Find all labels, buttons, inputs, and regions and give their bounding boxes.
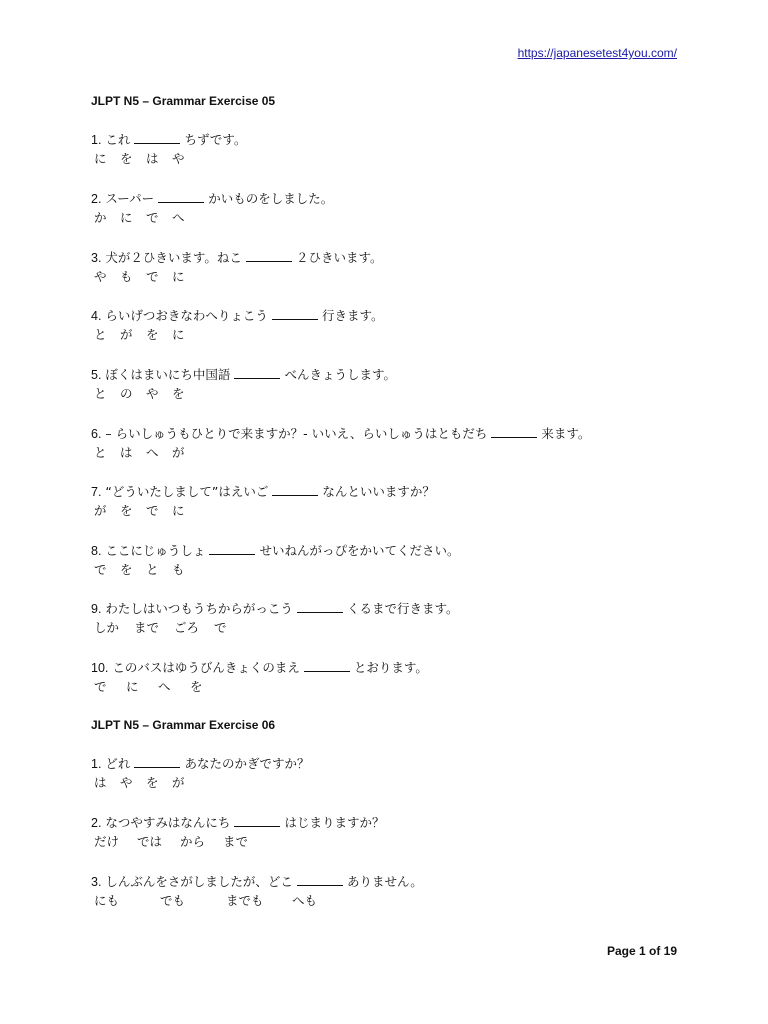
options-row <box>91 678 691 696</box>
question-06-2 <box>91 814 691 851</box>
option: を <box>190 679 203 694</box>
options-row <box>91 268 691 286</box>
option: にも <box>94 893 120 908</box>
option: で <box>94 679 107 694</box>
question-text-before: しんぶんをさがしましたが、どこ <box>105 874 293 889</box>
question-number: 1. <box>91 133 102 147</box>
option: を <box>146 327 159 342</box>
options-row <box>91 833 691 851</box>
option: と <box>94 445 107 460</box>
option: は <box>146 151 159 166</box>
answer-blank <box>134 131 180 144</box>
option: と <box>94 386 107 401</box>
question-text-after: ちずです。 <box>184 132 247 147</box>
option: に <box>94 151 107 166</box>
question-text-before: スーパー <box>105 191 155 206</box>
options-row <box>91 326 691 344</box>
question-05-3 <box>91 249 691 286</box>
answer-blank <box>134 755 180 768</box>
section-title-exercise-05: JLPT N5 – Grammar Exercise 05 <box>91 94 276 108</box>
option: で <box>146 210 159 225</box>
option: に <box>172 269 185 284</box>
option: まで <box>134 620 160 635</box>
option: を <box>120 151 133 166</box>
question-number: 5. <box>91 368 102 382</box>
option: へ <box>172 210 185 225</box>
question-text-after: せいねんがっぴをかいてください。 <box>259 543 460 558</box>
question-text-before: 犬が２ひきいます。ねこ <box>105 250 242 265</box>
answer-blank <box>272 483 318 496</box>
question-text-before: “どういたしまして”はえいご <box>105 484 269 499</box>
question-text-after: ２ひきいます。 <box>295 250 383 265</box>
question-text-after: くるまで行きます。 <box>346 601 459 616</box>
question-number: 8. <box>91 544 102 558</box>
answer-blank <box>246 249 292 262</box>
option: で <box>146 503 159 518</box>
question-text-before: なつやすみはなんにち <box>105 815 231 830</box>
question-05-10 <box>91 659 691 696</box>
option: に <box>172 503 185 518</box>
answer-blank <box>297 873 343 886</box>
answer-blank <box>304 659 350 672</box>
question-number: 10. <box>91 661 109 675</box>
question-05-4 <box>91 307 691 344</box>
question-text-before: わたしはいつもうちからがっこう <box>105 601 293 616</box>
question-text-before: このバスはゆうびんきょくのまえ <box>112 660 300 675</box>
option: へも <box>292 893 318 908</box>
question-text-after: なんといいますか？ <box>322 484 435 499</box>
question-text-after: とおります。 <box>353 660 428 675</box>
option: しか <box>94 620 120 635</box>
option: だけ <box>94 834 120 849</box>
options-row <box>91 385 691 403</box>
option: で <box>214 620 227 635</box>
option: か <box>94 210 107 225</box>
options-row <box>91 502 691 520</box>
question-number: 6. <box>91 427 102 441</box>
question-number: 7. <box>91 485 102 499</box>
option: や <box>172 151 185 166</box>
question-text-before: これ <box>105 132 131 147</box>
option: を <box>172 386 185 401</box>
option: も <box>120 269 133 284</box>
question-number: 1. <box>91 757 102 771</box>
question-06-3 <box>91 873 691 910</box>
page-number: Page 1 of 19 <box>606 944 677 958</box>
question-text-after: かいものをしました。 <box>208 191 334 206</box>
option: でも <box>160 893 186 908</box>
option: は <box>94 775 107 790</box>
option: は <box>120 445 133 460</box>
answer-blank <box>297 600 343 613</box>
answer-blank <box>234 366 280 379</box>
question-text-after: はじまりますか？ <box>284 815 385 830</box>
question-text-after: べんきょうします。 <box>284 367 396 382</box>
question-05-8 <box>91 542 691 579</box>
option: までも <box>226 893 264 908</box>
answer-blank <box>272 307 318 320</box>
question-text-before: らいげつおきなわへりょこう <box>105 308 268 323</box>
question-number: 4. <box>91 309 102 323</box>
option: も <box>172 562 185 577</box>
question-05-5 <box>91 366 691 403</box>
question-05-7 <box>91 483 691 520</box>
options-row <box>91 444 691 462</box>
option: へ <box>158 679 171 694</box>
question-text-after: 来ます。 <box>541 426 591 441</box>
options-row <box>91 150 691 168</box>
question-text-before: どれ <box>105 756 131 771</box>
options-row <box>91 209 691 227</box>
option: や <box>146 386 159 401</box>
answer-blank <box>491 425 537 438</box>
option: で <box>146 269 159 284</box>
question-number: 3. <box>91 251 102 265</box>
option: の <box>120 386 133 401</box>
question-text-before: ぼくはまいにち中国語 <box>105 367 231 382</box>
options-row <box>91 561 691 579</box>
option: を <box>120 562 133 577</box>
question-05-1 <box>91 131 691 168</box>
option: で <box>94 562 107 577</box>
option: では <box>137 834 163 849</box>
option: と <box>94 327 107 342</box>
option: まで <box>223 834 249 849</box>
question-text-after: あなたのかぎですか？ <box>184 756 310 771</box>
option: を <box>120 503 133 518</box>
option: や <box>120 775 133 790</box>
option: に <box>172 327 185 342</box>
option: が <box>120 327 133 342</box>
option: と <box>146 562 159 577</box>
option: や <box>94 269 107 284</box>
option: が <box>172 775 185 790</box>
question-06-1 <box>91 755 691 792</box>
question-text-before: ここにじゅうしょ <box>105 543 206 558</box>
question-number: 3. <box>91 875 102 889</box>
option: を <box>146 775 159 790</box>
option: が <box>172 445 185 460</box>
option: から <box>180 834 206 849</box>
option: に <box>126 679 139 694</box>
question-number: 9. <box>91 602 102 616</box>
option: へ <box>146 445 159 460</box>
question-text-before: – らいしゅうもひとりで来ますか？- いいえ、らいしゅうはともだち <box>105 426 488 441</box>
site-link[interactable]: https://japanesetest4you.com/ <box>517 46 677 60</box>
question-text-after: ありません。 <box>346 874 423 889</box>
answer-blank <box>234 814 280 827</box>
question-05-9 <box>91 600 691 637</box>
answer-blank <box>209 542 255 555</box>
question-number: 2. <box>91 816 102 830</box>
question-text-after: 行きます。 <box>321 308 384 323</box>
answer-blank <box>158 190 204 203</box>
option: が <box>94 503 107 518</box>
option: に <box>120 210 133 225</box>
question-number: 2. <box>91 192 102 206</box>
question-05-6 <box>91 425 691 462</box>
options-row <box>91 619 691 637</box>
question-05-2 <box>91 190 691 227</box>
option: ごろ <box>174 620 200 635</box>
options-row <box>91 774 691 792</box>
section-title-exercise-06: JLPT N5 – Grammar Exercise 06 <box>91 718 276 732</box>
options-row <box>91 892 691 910</box>
